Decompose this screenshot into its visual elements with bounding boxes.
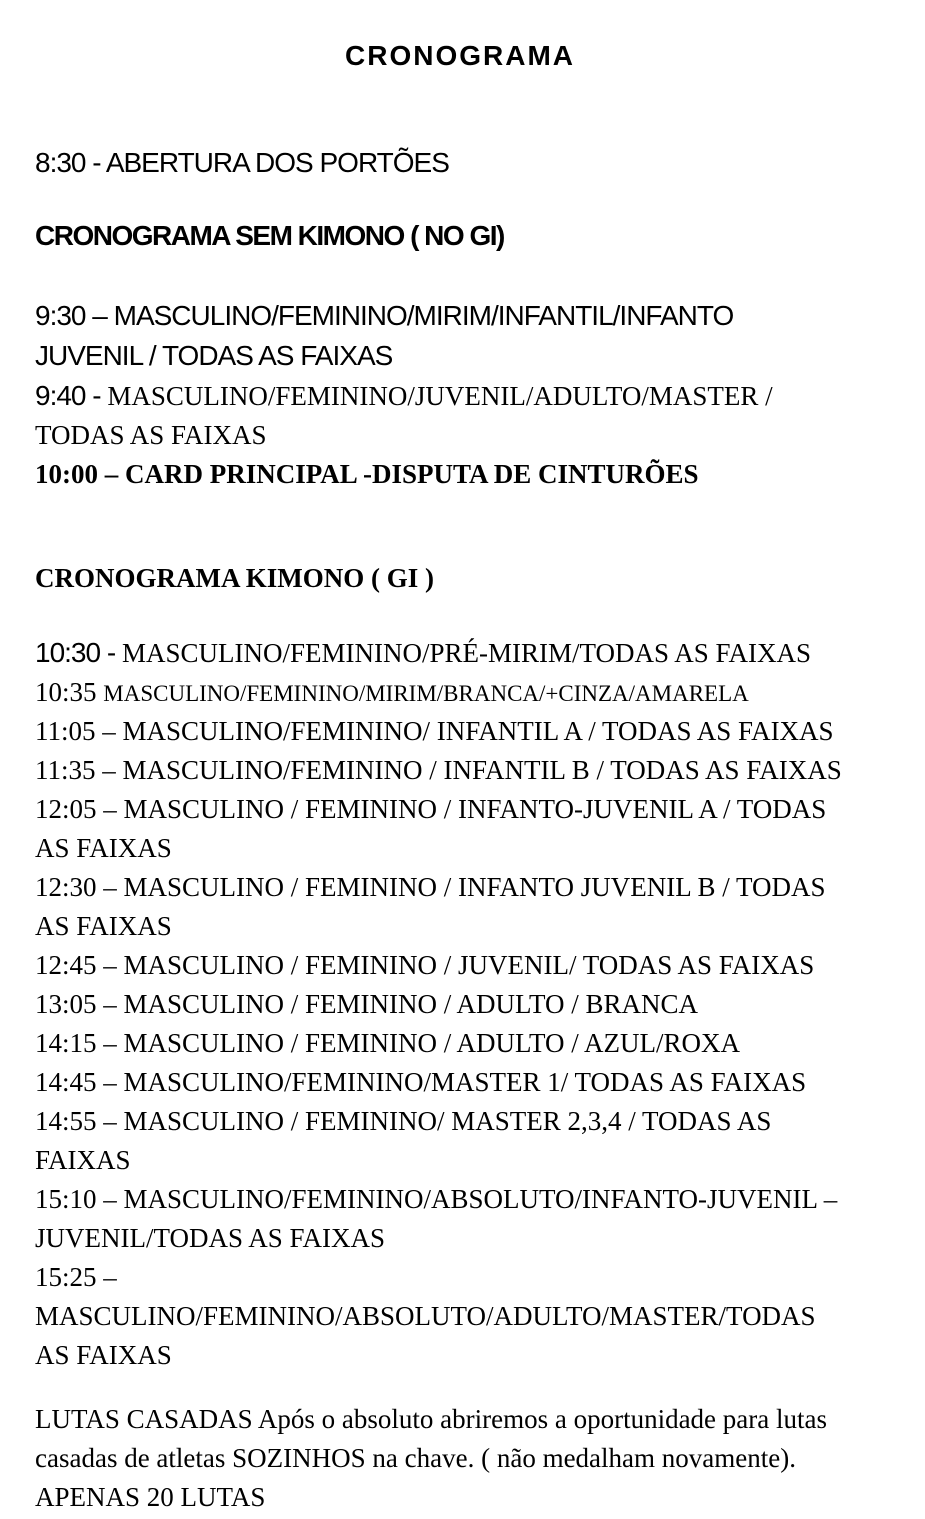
entry-1455-line2 <box>35 1143 885 1182</box>
line-text: 12:05 – MASCULINO / FEMININO / INFANTO-JUVENIL A / TODAS <box>35 794 827 824</box>
lutas-casadas-note-line3 <box>35 1480 885 1519</box>
entry-1510-line1 <box>35 1182 885 1221</box>
entry-1135 <box>35 753 885 792</box>
line-text: FAIXAS <box>35 1145 131 1175</box>
lutas-casadas-note-line1 <box>35 1402 885 1441</box>
line-text: 15:25 – <box>35 1262 117 1292</box>
schedule-document <box>35 38 885 1519</box>
entry-1415 <box>35 1026 885 1065</box>
spacer <box>35 78 885 145</box>
entry-1205-line2 <box>35 831 885 870</box>
line-text: LUTAS CASADAS Após o absoluto abriremos a oportunidade para lutas <box>35 1404 827 1434</box>
line-text: JUVENIL/TODAS AS FAIXAS <box>35 1223 386 1253</box>
line-text: MASCULINO/FEMININO/ABSOLUTO/ADULTO/MASTER/TODAS <box>35 1301 816 1331</box>
entry-940-line1 <box>35 378 885 418</box>
line-text: 11:35 – MASCULINO/FEMININO / INFANTIL B / TODAS AS FAIXAS <box>35 755 842 785</box>
line-text: APENAS 20 LUTAS <box>35 1482 266 1512</box>
line-text: AS FAIXAS <box>35 911 172 941</box>
entry-1510-line2 <box>35 1221 885 1260</box>
line-text: 12:30 – MASCULINO / FEMININO / INFANTO JUVENIL B / TODAS <box>35 872 826 902</box>
entry-text: MASCULINO/FEMININO/MIRIM/BRANCA/+CINZA/AMARELA <box>103 681 749 706</box>
entry-1525-line1 <box>35 1260 885 1299</box>
entry-time: 10:35 <box>35 677 104 707</box>
entry-930-line1 <box>35 298 885 338</box>
nogi-section-heading <box>35 218 885 258</box>
line-text: AS FAIXAS <box>35 1340 172 1370</box>
line-text: 14:55 – MASCULINO / FEMININO/ MASTER 2,3,4 / TODAS AS <box>35 1106 772 1136</box>
heading-text: CRONOGRAMA KIMONO ( GI ) <box>35 563 434 593</box>
entry-1000-main-card <box>35 457 885 496</box>
gi-section-heading <box>35 561 885 600</box>
entry-1030 <box>35 635 885 675</box>
entry-1525-line3 <box>35 1338 885 1377</box>
heading-text: CRONOGRAMA SEM KIMONO ( NO GI) <box>35 220 504 251</box>
gates-open-line <box>35 145 885 185</box>
entry-1105 <box>35 714 885 753</box>
line-text: 11:05 – MASCULINO/FEMININO/ INFANTIL A / TODAS AS FAIXAS <box>35 716 834 746</box>
spacer <box>35 185 885 218</box>
entry-1305 <box>35 987 885 1026</box>
entry-1205-line1 <box>35 792 885 831</box>
entry-1035 <box>35 675 885 714</box>
entry-1445 <box>35 1065 885 1104</box>
entry-text: MASCULINO/FEMININO/PRÉ-MIRIM/TODAS AS FAIXAS <box>121 638 812 668</box>
line-text: AS FAIXAS <box>35 833 172 863</box>
entry-1455-line1 <box>35 1104 885 1143</box>
entry-1230-line2 <box>35 909 885 948</box>
entry-1525-line2 <box>35 1299 885 1338</box>
spacer <box>35 258 885 298</box>
line-text: 10:00 – CARD PRINCIPAL -DISPUTA DE CINTURÕES <box>35 459 699 489</box>
entry-1245 <box>35 948 885 987</box>
line-text: JUVENIL / TODAS AS FAIXAS <box>35 340 393 371</box>
spacer <box>35 600 885 635</box>
line-text: TODAS AS FAIXAS <box>35 420 267 450</box>
line-text: 15:10 – MASCULINO/FEMININO/ABSOLUTO/INFANTO-JUVENIL – <box>35 1184 838 1214</box>
spacer <box>35 496 885 561</box>
line-text: 8:30 - ABERTURA DOS PORTÕES <box>35 147 449 178</box>
page-title-text: CRONOGRAMA <box>345 40 575 71</box>
spacer <box>35 1377 885 1402</box>
line-text: casadas de atletas SOZINHOS na chave. ( não medalham novamente). <box>35 1443 796 1473</box>
line-text: 14:45 – MASCULINO/FEMININO/MASTER 1/ TODAS AS FAIXAS <box>35 1067 807 1097</box>
lutas-casadas-note-line2 <box>35 1441 885 1480</box>
line-text: 9:30 – MASCULINO/FEMININO/MIRIM/INFANTIL/INFANTO <box>35 300 734 331</box>
line-text: 12:45 – MASCULINO / FEMININO / JUVENIL/ TODAS AS FAIXAS <box>35 950 815 980</box>
entry-text: MASCULINO/FEMININO/JUVENIL/ADULTO/MASTER / <box>107 381 773 411</box>
entry-time: 9:40 - <box>35 380 108 411</box>
entry-930-line2 <box>35 338 885 378</box>
entry-time: 10:30 - <box>35 637 122 668</box>
entry-940-line2 <box>35 418 885 457</box>
entry-1230-line1 <box>35 870 885 909</box>
line-text: 13:05 – MASCULINO / FEMININO / ADULTO / BRANCA <box>35 989 699 1019</box>
page-title <box>35 38 885 78</box>
line-text: 14:15 – MASCULINO / FEMININO / ADULTO / AZUL/ROXA <box>35 1028 741 1058</box>
